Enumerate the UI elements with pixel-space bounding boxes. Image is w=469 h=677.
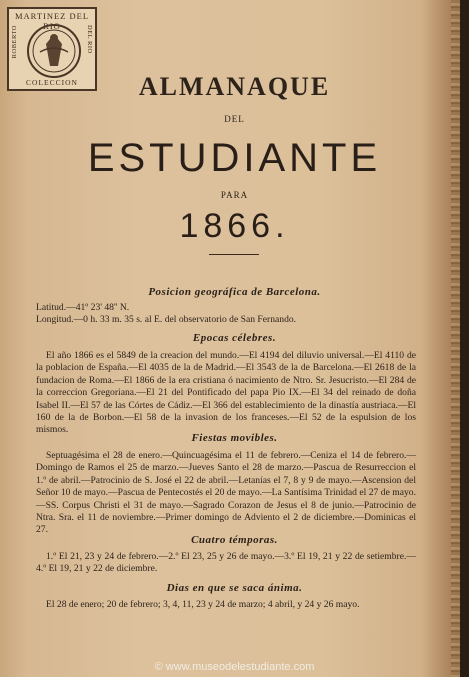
divider: [209, 254, 259, 255]
title-estudiante: ESTUDIANTE: [87, 136, 382, 180]
section-heading: Cuatro témporas.: [191, 534, 278, 546]
stamp-left-text: ROBERTO: [11, 25, 18, 59]
section-body: El 28 de enero; 20 de febrero; 3, 4, 11, 23 y 24 de marzo; 4 abril, y 24 y 26 mayo.: [46, 599, 360, 610]
title-del: DEL: [224, 114, 245, 124]
footer-copyright: © www.museodelestudiante.com: [154, 661, 315, 673]
stamp-bottom-text: COLECCION: [26, 78, 78, 87]
stamp-right-text: DEL RIO: [86, 25, 93, 54]
section-body: 1.º El 21, 23 y 24 de febrero.—2.º El 23, 25 y 26 de mayo.—3.º El 19, 21 y 22 de setiembre.—4.º El 19, 21 y 22 de diciembre.: [36, 551, 416, 575]
title-para: PARA: [220, 190, 249, 200]
section-body: Septuagésima el 28 de enero.—Quincuagésima el 11 de febrero.—Ceniza el 14 de febrero.—Domingo de Ramos el 25 de marzo.—Jueves Santo el 28 de marzo.—Pascua de Resurreccion el 1.º de abril.—Patrocinio de S. José el 22 de abril.—Letanías el 7, 8 y 9 de mayo.—Ascension del Señor 10 de mayo.—Pascua de Pentecostés el 20 de mayo.—La Santísima Trinidad el 27 de mayo.—SS. Corpus Christi el 31 de mayo.—Sagrado Corazon de Jesus el 8 de junio.—Patrocinio de Ntra. Sra. el 11 de noviembre.—Primer domingo de Adviento el 2 de diciembre.—Dominicas el 27.: [36, 450, 416, 536]
page-edge: [451, 0, 460, 677]
section-body: El año 1866 es el 5849 de la creacion del mundo.—El 4194 del diluvio universal.—El 4110 de la poblacion de España.—El 4035 de la de Madrid.—El 3543 de la de Barcelona.—El 2618 de la fundacion de Roma.—El 1866 de la era cristiana ó nacimiento de Ntro. Sr. Jesucristo.—El 284 de la correccion Gregoriana.—El 21 del Pontificado del papa Pio IX.—El 34 del reinado de doña Isabel II.—El 57 de las Córtes de Cádiz.—El 366 del establecimiento de la dinastía austriaca.—El 160 de la de Borbon.—El 58 de la invasion de los franceses.—El 52 de la espulsion de los mismos.: [36, 350, 416, 436]
latitude-line: Latitud.—41º 23' 48'' N.: [36, 302, 130, 313]
title-almanaque: ALMANAQUE: [138, 72, 331, 101]
section-heading: Posicion geográfica de Barcelona.: [148, 286, 321, 298]
section-heading: Fiestas movibles.: [191, 432, 278, 444]
section-heading: Dias en que se saca ánima.: [166, 582, 303, 594]
section-heading: Epocas célebres.: [192, 332, 277, 344]
title-year: 1866.: [179, 207, 290, 245]
stamp-top-text: MARTINEZ DEL RIO: [14, 11, 90, 31]
section-body: [36, 302, 416, 327]
longitude-line: Longitud.—0 h. 33 m. 35 s. al E. del observatorio de San Fernando.: [36, 314, 297, 326]
